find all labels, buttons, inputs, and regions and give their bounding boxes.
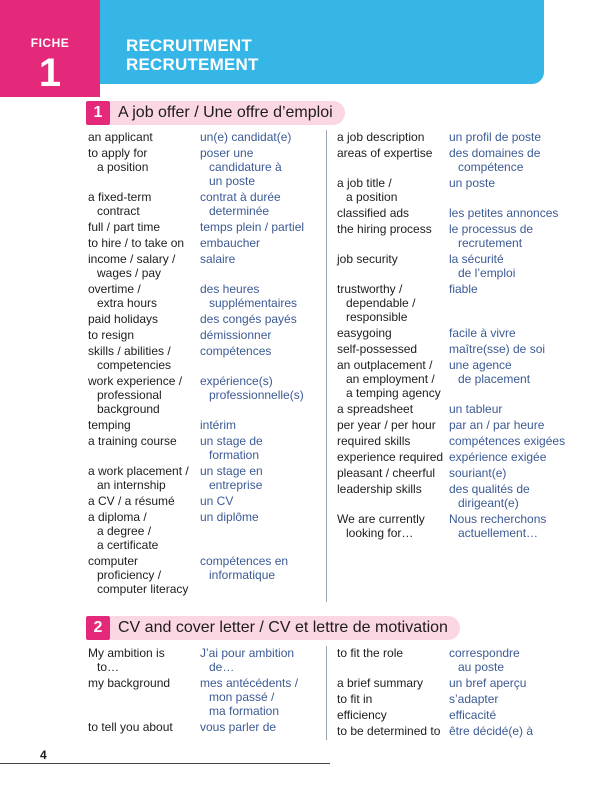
french-term-line: un stage de	[200, 434, 263, 448]
column-divider	[326, 646, 327, 740]
french-term-line: un poste	[449, 176, 496, 190]
english-term	[337, 146, 449, 160]
french-term	[449, 130, 577, 144]
french-term-line: un bref aperçu	[449, 676, 527, 690]
french-term-line: professionnelle(s)	[209, 388, 304, 402]
french-term	[200, 374, 328, 402]
english-term	[88, 434, 200, 448]
english-term-line: to be determined to	[337, 724, 441, 738]
french-term-line: dirigeant(e)	[458, 496, 519, 510]
english-term-line: contract	[97, 204, 140, 218]
french-term-line: un tableur	[449, 402, 503, 416]
english-term-line: my background	[88, 676, 171, 690]
english-term-line: a work placement /	[88, 464, 189, 478]
english-term-line: My ambition is	[88, 646, 165, 660]
english-term	[337, 676, 449, 690]
french-term-line: mes antécédents /	[200, 676, 299, 690]
english-term-line: a fixed-term	[88, 190, 152, 204]
english-term-line: easygoing	[337, 326, 392, 340]
english-term-line: temping	[88, 418, 131, 432]
english-term-line: an employment /	[346, 372, 435, 386]
french-term	[200, 282, 328, 310]
french-term	[200, 720, 328, 734]
english-term-line: to apply for	[88, 146, 148, 160]
english-term-line: a degree /	[97, 524, 152, 538]
english-term-line: an applicant	[88, 130, 153, 144]
french-term	[449, 342, 577, 356]
french-term-line: Nous recherchons	[449, 512, 547, 526]
french-term-line: des heures	[200, 282, 260, 296]
french-term-line: vous parler de	[200, 720, 277, 734]
english-term-line: background	[97, 402, 160, 416]
french-term	[449, 282, 577, 296]
english-term-line: job security	[337, 252, 398, 266]
english-term	[88, 720, 200, 734]
section-number: 2	[86, 616, 110, 640]
french-term-line: poser une	[200, 146, 254, 160]
english-term-line: a position	[346, 190, 398, 204]
english-term	[337, 176, 449, 204]
french-term-line: actuellement…	[458, 526, 539, 540]
french-term	[449, 450, 577, 464]
english-term	[88, 494, 200, 508]
french-term-line: mon passé /	[209, 690, 275, 704]
french-term-line: correspondre	[449, 646, 520, 660]
french-term-line: de placement	[458, 372, 531, 386]
french-term	[449, 326, 577, 340]
french-term	[449, 206, 577, 220]
english-term-line: full / part time	[88, 220, 161, 234]
french-term	[200, 554, 328, 582]
english-term	[88, 190, 200, 218]
french-term-line: facile à vivre	[449, 326, 516, 340]
english-term-line: trustworthy /	[337, 282, 403, 296]
english-term	[337, 342, 449, 356]
french-term	[449, 676, 577, 690]
french-term	[449, 646, 577, 674]
french-term	[449, 724, 577, 738]
footer-rule	[0, 763, 330, 764]
english-term	[337, 326, 449, 340]
english-term	[337, 418, 449, 432]
french-term-line: par an / par heure	[449, 418, 545, 432]
french-term-line: embaucher	[200, 236, 261, 250]
english-term	[88, 418, 200, 432]
french-term-line: expérience exigée	[449, 450, 547, 464]
french-term-line: fiable	[449, 282, 478, 296]
french-term	[449, 512, 577, 540]
page-title	[126, 36, 259, 74]
section-title: CV and cover letter / CV et lettre de motivation	[110, 616, 460, 640]
french-term	[200, 418, 328, 432]
english-term-line: a temping agency	[346, 386, 441, 400]
french-term-line: le processus de	[449, 222, 534, 236]
english-term-line: responsible	[346, 310, 408, 324]
french-term-line: maître(sse) de soi	[449, 342, 546, 356]
french-term-line: un stage en	[200, 464, 263, 478]
fiche-label: FICHE	[30, 36, 70, 50]
english-term	[337, 402, 449, 416]
french-term	[200, 344, 328, 358]
english-term-line: self-possessed	[337, 342, 418, 356]
french-term-line: démissionner	[200, 328, 272, 342]
french-term	[200, 146, 328, 188]
english-term-line: to resign	[88, 328, 135, 342]
french-term	[449, 466, 577, 480]
english-term	[337, 512, 449, 540]
french-term-line: les petites annonces	[449, 206, 559, 220]
french-term-line: au poste	[458, 660, 505, 674]
french-term-line: de l’emploi	[458, 266, 516, 280]
english-term-line: a job description	[337, 130, 425, 144]
french-term-line: temps plein / partiel	[200, 220, 305, 234]
french-term	[449, 434, 577, 448]
english-term-line: to fit in	[337, 692, 373, 706]
english-term	[88, 464, 200, 492]
english-term-line: pleasant / cheerful	[337, 466, 436, 480]
french-term	[449, 146, 577, 174]
french-term	[449, 176, 577, 190]
french-term	[449, 252, 577, 280]
english-term	[337, 434, 449, 448]
french-term-line: un profil de poste	[449, 130, 542, 144]
french-term	[200, 130, 328, 144]
title-en: RECRUITMENT	[126, 36, 252, 55]
english-term-line: a job title /	[337, 176, 392, 190]
french-term-line: determinée	[209, 204, 270, 218]
column-divider	[326, 130, 327, 602]
english-term	[337, 482, 449, 496]
french-term	[200, 328, 328, 342]
french-term	[449, 222, 577, 250]
english-term	[88, 328, 200, 342]
french-term	[200, 676, 328, 718]
english-term	[337, 130, 449, 144]
english-term	[337, 358, 449, 400]
english-term-line: the hiring process	[337, 222, 432, 236]
english-term-line: professional	[97, 388, 162, 402]
english-term	[88, 554, 200, 596]
french-term-line: être décidé(e) à	[449, 724, 534, 738]
english-term	[337, 282, 449, 324]
english-term-line: a brief summary	[337, 676, 424, 690]
title-banner	[100, 0, 544, 84]
english-term	[337, 466, 449, 480]
french-term-line: souriant(e)	[449, 466, 507, 480]
french-term-line: J’ai pour ambition	[200, 646, 295, 660]
english-term-line: required skills	[337, 434, 411, 448]
english-term-line: looking for…	[346, 526, 414, 540]
french-term	[200, 434, 328, 462]
french-term	[200, 494, 328, 508]
english-term	[337, 724, 449, 738]
english-term-line: per year / per hour	[337, 418, 436, 432]
english-term-line: wages / pay	[97, 266, 162, 280]
french-term	[449, 402, 577, 416]
french-term-line: expérience(s)	[200, 374, 273, 388]
english-term	[337, 206, 449, 220]
english-term-line: to fit the role	[337, 646, 404, 660]
english-term-line: We are currently	[337, 512, 425, 526]
english-term	[88, 344, 200, 372]
english-term	[88, 676, 200, 690]
english-term	[88, 236, 200, 250]
french-term-line: un poste	[209, 174, 256, 188]
english-term	[88, 130, 200, 144]
french-term	[449, 692, 577, 706]
english-term-line: work experience /	[88, 374, 183, 388]
french-term	[200, 646, 328, 674]
english-term	[337, 646, 449, 660]
french-term	[449, 358, 577, 386]
english-term-line: an outplacement /	[337, 358, 433, 372]
section-number: 1	[86, 101, 110, 125]
english-term-line: areas of expertise	[337, 146, 433, 160]
french-term-line: salaire	[200, 252, 236, 266]
english-term-line: an internship	[97, 478, 166, 492]
french-term	[449, 708, 577, 722]
english-term	[88, 282, 200, 310]
english-term	[88, 374, 200, 416]
french-term-line: des qualités de	[449, 482, 530, 496]
english-term	[337, 692, 449, 706]
english-term-line: paid holidays	[88, 312, 159, 326]
english-term	[337, 222, 449, 236]
english-term-line: to tell you about	[88, 720, 173, 734]
french-term	[200, 510, 328, 524]
english-term	[88, 312, 200, 326]
fiche-badge	[0, 0, 100, 97]
french-term-line: compétences	[200, 344, 272, 358]
english-term	[337, 708, 449, 722]
english-term	[88, 146, 200, 174]
french-term-line: la sécurité	[449, 252, 504, 266]
english-term-line: skills / abilities /	[88, 344, 171, 358]
french-term-line: recrutement	[458, 236, 523, 250]
english-term-line: efficiency	[337, 708, 387, 722]
french-term-line: un diplôme	[200, 510, 259, 524]
french-term-line: efficacité	[449, 708, 497, 722]
french-term-line: ma formation	[209, 704, 280, 718]
french-term	[449, 418, 577, 432]
english-term-line: classified ads	[337, 206, 410, 220]
french-term-line: s’adapter	[449, 692, 499, 706]
english-term-line: experience required	[337, 450, 444, 464]
fiche-number: 1	[38, 51, 62, 95]
english-term-line: a position	[97, 160, 149, 174]
english-term-line: to…	[97, 660, 120, 674]
french-term	[449, 482, 577, 510]
french-term-line: des domaines de	[449, 146, 541, 160]
french-term-line: informatique	[209, 568, 276, 582]
french-term-line: supplémentaires	[209, 296, 298, 310]
french-term-line: entreprise	[209, 478, 263, 492]
english-term-line: extra hours	[97, 296, 158, 310]
english-term-line: computer	[88, 554, 139, 568]
english-term	[337, 450, 449, 464]
french-term	[200, 252, 328, 266]
english-term-line: a certificate	[97, 538, 159, 552]
french-term-line: un(e) candidat(e)	[200, 130, 292, 144]
french-term	[200, 236, 328, 250]
french-term	[200, 312, 328, 326]
english-term	[337, 252, 449, 266]
english-term-line: computer literacy	[97, 582, 189, 596]
french-term-line: compétences exigées	[449, 434, 566, 448]
section-title: A job offer / Une offre d’emploi	[110, 101, 345, 125]
english-term-line: competencies	[97, 358, 172, 372]
english-term	[88, 510, 200, 552]
french-term	[200, 190, 328, 218]
english-term	[88, 252, 200, 280]
english-term-line: proficiency /	[97, 568, 162, 582]
english-term	[88, 646, 200, 674]
page-number: 4	[40, 748, 47, 762]
english-term-line: overtime /	[88, 282, 141, 296]
french-term-line: un CV	[200, 494, 234, 508]
french-term-line: compétences en	[200, 554, 289, 568]
english-term-line: a spreadsheet	[337, 402, 414, 416]
french-term-line: formation	[209, 448, 260, 462]
french-term-line: candidature à	[209, 160, 282, 174]
english-term-line: a training course	[88, 434, 177, 448]
english-term-line: leadership skills	[337, 482, 422, 496]
title-fr: RECRUTEMENT	[126, 55, 259, 74]
french-term	[200, 220, 328, 234]
english-term-line: to hire / to take on	[88, 236, 185, 250]
english-term-line: income / salary /	[88, 252, 176, 266]
french-term-line: compétence	[458, 160, 524, 174]
french-term	[200, 464, 328, 492]
french-term-line: contrat à durée	[200, 190, 281, 204]
english-term-line: dependable /	[346, 296, 416, 310]
english-term-line: a diploma /	[88, 510, 147, 524]
french-term-line: une agence	[449, 358, 512, 372]
english-term	[88, 220, 200, 234]
french-term-line: intérim	[200, 418, 237, 432]
french-term-line: de…	[209, 660, 235, 674]
english-term-line: a CV / a résumé	[88, 494, 175, 508]
french-term-line: des congés payés	[200, 312, 297, 326]
